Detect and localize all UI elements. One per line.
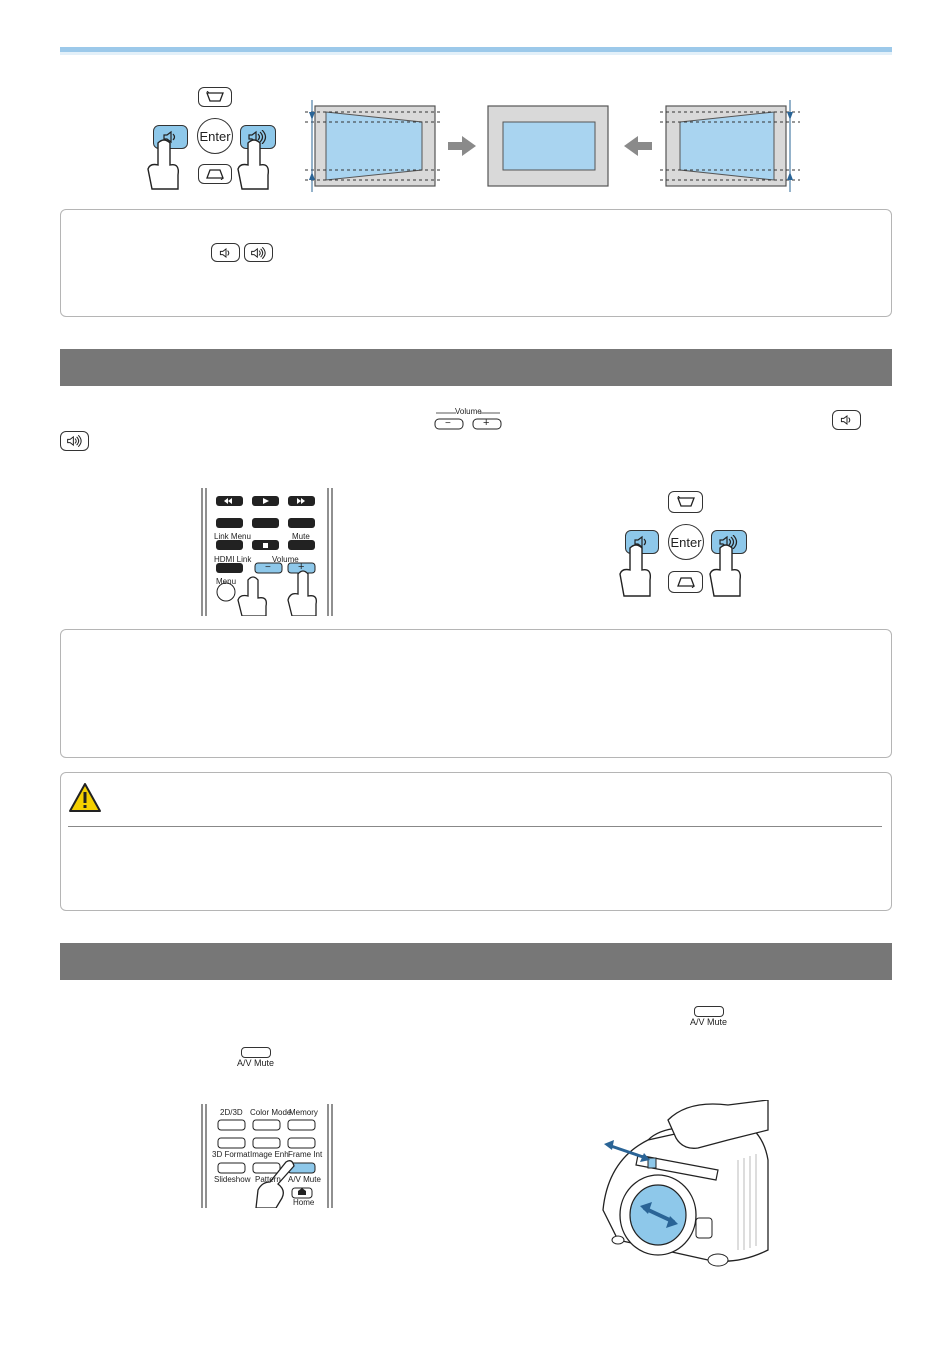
inline-volume-down-key — [211, 243, 240, 262]
remote-label: Image Enh — [250, 1150, 289, 1159]
remote-label: Color Mode — [250, 1108, 292, 1117]
keystone-top-icon — [205, 91, 225, 103]
remote-label: A/V Mute — [288, 1175, 321, 1184]
remote-label-menu: Menu — [216, 577, 237, 586]
volume-minus-label: − — [445, 418, 451, 429]
remote-label: Slideshow — [214, 1175, 251, 1184]
inline-av-mute-key — [237, 1047, 274, 1068]
enter-button[interactable]: Enter — [197, 118, 233, 154]
inline-volume-up-key — [60, 431, 89, 451]
speaker-high-icon — [66, 435, 84, 447]
warning-icon — [68, 782, 102, 814]
remote-label: Pattern — [255, 1175, 281, 1184]
keystone-top-button[interactable] — [668, 491, 703, 513]
volume-plus-label: + — [483, 417, 490, 429]
inline-volume-down-key — [832, 410, 861, 430]
remote-label: 2D/3D — [220, 1108, 243, 1117]
pressing-hands-illustration — [612, 540, 757, 600]
section-heading-band — [60, 349, 892, 386]
remote-label-home: Home — [293, 1198, 315, 1207]
keystone-top-button[interactable] — [198, 87, 232, 107]
remote-label-plus: + — [298, 561, 305, 573]
av-mute-key-cap — [241, 1047, 271, 1058]
volume-key-label: Volume — [455, 407, 482, 416]
speaker-low-icon — [218, 247, 234, 259]
speaker-low-icon — [839, 414, 855, 426]
keystone-correction-diagram — [300, 98, 810, 194]
remote-av-mute-illustration — [200, 1104, 334, 1208]
remote-label: Memory — [289, 1108, 318, 1117]
remote-body — [200, 488, 334, 616]
section-heading-band — [60, 943, 892, 980]
header-rule-shadow — [60, 52, 892, 55]
note-box — [60, 629, 892, 758]
projector-lens-cover-illustration — [598, 1100, 773, 1272]
remote-label-volume: Volume — [272, 555, 299, 564]
caution-box — [60, 772, 892, 911]
av-mute-key-label: A/V Mute — [237, 1058, 275, 1068]
pressing-hands-illustration — [140, 135, 285, 195]
av-mute-key-label: A/V Mute — [690, 1017, 728, 1027]
caution-divider — [68, 826, 882, 827]
remote-volume-illustration — [200, 488, 334, 616]
remote-label: Frame Int — [288, 1150, 323, 1159]
note-box — [60, 209, 892, 317]
inline-volume-up-key — [244, 243, 273, 262]
remote-label-hdmi-link: HDMI Link — [214, 555, 252, 564]
av-mute-key-cap — [694, 1006, 724, 1017]
keystone-top-icon — [676, 496, 696, 508]
inline-volume-key — [432, 407, 504, 431]
inline-av-mute-key — [690, 1006, 727, 1027]
remote-label-minus: − — [265, 562, 271, 573]
remote-label: 3D Format — [212, 1150, 250, 1159]
speaker-high-icon — [250, 247, 268, 259]
remote-label-mute: Mute — [292, 532, 310, 541]
remote-label-link-menu: Link Menu — [214, 532, 251, 541]
enter-button[interactable]: Enter — [668, 524, 704, 560]
